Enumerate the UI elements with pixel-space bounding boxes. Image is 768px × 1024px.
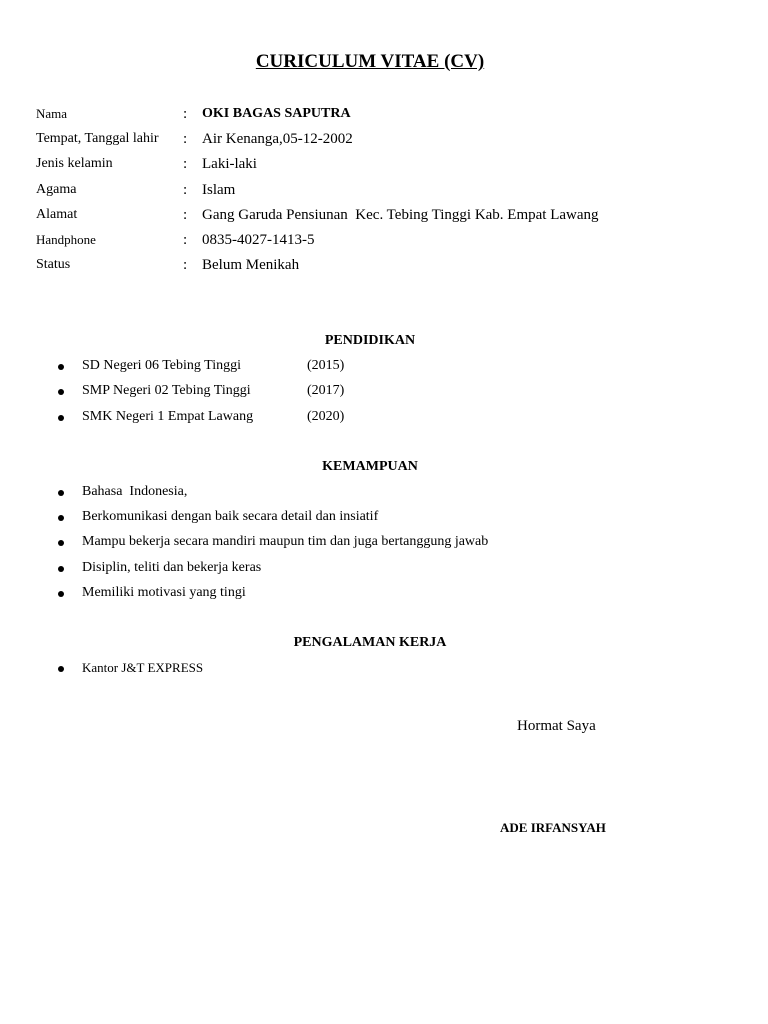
info-colon: :: [183, 207, 188, 223]
bullet-icon: [58, 490, 64, 496]
info-label: Alamat: [36, 207, 78, 222]
bullet-icon: [58, 515, 64, 521]
skill-text: Berkomunikasi dengan baik secara detail dan insiatif: [82, 509, 379, 524]
info-colon: :: [183, 131, 188, 147]
school-name: SMK Negeri 1 Empat Lawang: [82, 409, 254, 424]
section-heading-kemampuan: KEMAMPUAN: [322, 459, 418, 474]
info-colon: :: [183, 156, 188, 172]
info-colon: :: [183, 106, 188, 122]
info-colon: :: [183, 232, 188, 248]
bullet-icon: [58, 566, 64, 572]
school-year: (2015): [307, 358, 345, 373]
info-colon: :: [183, 182, 188, 198]
info-value-name: OKI BAGAS SAPUTRA: [202, 106, 351, 121]
info-value: Islam: [202, 182, 236, 198]
info-value: Belum Menikah: [202, 257, 300, 273]
bullet-icon: [58, 666, 64, 672]
school-year: (2020): [307, 409, 345, 424]
info-label: Nama: [36, 106, 68, 121]
school-year: (2017): [307, 383, 345, 398]
skill-text: Disiplin, teliti dan bekerja keras: [82, 560, 262, 575]
skill-text: Memiliki motivasi yang tingi: [82, 585, 246, 600]
experience-text: Kantor J&T EXPRESS: [82, 660, 204, 675]
closing-greeting: Hormat Saya: [517, 718, 596, 734]
info-label: Status: [36, 257, 71, 272]
bullet-icon: [58, 540, 64, 546]
info-label: Tempat, Tanggal lahir: [36, 131, 159, 146]
info-value: Gang Garuda Pensiunan Kec. Tebing Tinggi Kab. Empat Lawang: [202, 207, 599, 223]
info-label: Agama: [36, 182, 77, 197]
section-heading-pengalaman: PENGALAMAN KERJA: [293, 635, 447, 650]
school-name: SD Negeri 06 Tebing Tinggi: [82, 358, 241, 373]
info-value: 0835-4027-1413-5: [202, 232, 315, 248]
bullet-icon: [58, 591, 64, 597]
bullet-icon: [58, 415, 64, 421]
info-label: Jenis kelamin: [36, 156, 113, 171]
section-heading-pendidikan: PENDIDIKAN: [324, 333, 416, 348]
document-title: CURICULUM VITAE (CV): [255, 51, 485, 72]
bullet-icon: [58, 389, 64, 395]
signer-name: ADE IRFANSYAH: [500, 820, 606, 835]
skill-text: Bahasa Indonesia,: [82, 484, 188, 499]
info-value: Air Kenanga,05-12-2002: [202, 131, 353, 147]
school-name: SMP Negeri 02 Tebing Tinggi: [82, 383, 251, 398]
info-colon: :: [183, 257, 188, 273]
info-value: Laki-laki: [202, 156, 257, 172]
info-label: Handphone: [36, 232, 96, 247]
skill-text: Mampu bekerja secara mandiri maupun tim dan juga bertanggung jawab: [82, 534, 489, 549]
bullet-icon: [58, 364, 64, 370]
